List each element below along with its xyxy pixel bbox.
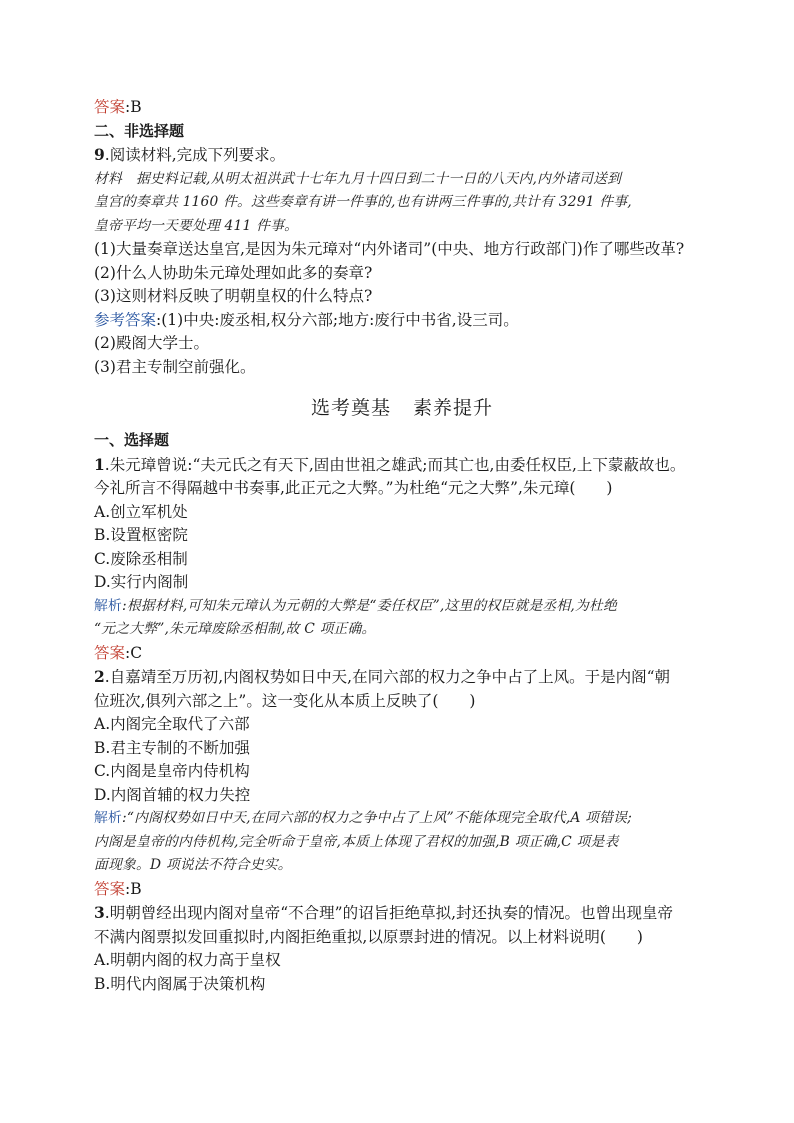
- answer-value: :B: [125, 98, 142, 116]
- q2-option-b: B.君主专制的不断加强: [94, 738, 250, 757]
- q1-option-c: C.废除丞相制: [94, 549, 188, 568]
- q2-option-c: C.内阁是皇帝内侍机构: [94, 762, 250, 780]
- q9-reference-answer-3: (3)君主专制空前强化。: [94, 357, 256, 376]
- q3-stem-line-2: 不满内阁票拟发回重拟时,内阁拒绝重拟,以原票封进的情况。以上材料说明( ): [94, 927, 643, 946]
- q9-question-3: (3)这则材料反映了明朝皇权的什么特点?: [94, 287, 373, 305]
- material-label: 材料: [94, 170, 122, 187]
- q9-material-line-2: 皇宫的奏章共 1160 件。这些奏章有讲一件事的,也有讲两三件事的,共计有 3291 件事,: [94, 194, 632, 210]
- q1-answer: 答案:C: [94, 643, 143, 662]
- top-answer: [94, 96, 710, 120]
- question-prompt: .阅读材料,完成下列要求。: [104, 146, 286, 164]
- analysis-label: 解析: [94, 810, 122, 826]
- analysis-label: 解析: [94, 597, 122, 614]
- q9-reference-answer: 参考答案:(1)中央:废丞相,权分六部;地方:废行中书省,设三司。: [94, 310, 519, 329]
- q1-analysis-line-1: 解析:根据材料,可知朱元璋认为元朝的大弊是“委任权臣”,这里的权臣就是丞相,为杜绝: [94, 597, 618, 614]
- q2-analysis-line-1: 解析:“内阁权势如日中天,在同六部的权力之争中占了上风”不能体现完全取代,A 项错误;: [94, 810, 633, 826]
- q9-question-2: (2)什么人协助朱元璋处理如此多的奏章?: [94, 263, 373, 282]
- q2-analysis-line-2: 内阁是皇帝的内侍机构,完全听命于皇帝,本质上体现了君权的加强,B 项正确,C 项是表: [94, 833, 619, 850]
- q3-option-a: A.明朝内阁的权力高于皇权: [94, 951, 281, 969]
- q1-analysis-line-2: “元之大弊”,朱元璋废除丞相制,故 C 项正确。: [94, 621, 376, 637]
- document-content: [94, 96, 710, 996]
- q2-option-d: D.内阁首辅的权力失控: [94, 785, 251, 804]
- q3-option-b: B.明代内阁属于决策机构: [94, 974, 266, 993]
- q2-answer: 答案:B: [94, 879, 142, 898]
- q1-option-d: D.实行内阁制: [94, 573, 189, 591]
- q2-analysis-line-3: 面现象。D 项说法不符合史实。: [94, 857, 292, 873]
- reference-answer-label: 参考答案: [94, 310, 157, 329]
- answer-label: 答案: [94, 98, 126, 116]
- question-number: 9: [94, 145, 105, 164]
- q9-question-1: (1)大量奏章送达皇宫,是因为朱元璋对“内外诸司”(中央、地方行政部门)作了哪些改革?: [94, 240, 685, 258]
- q9-reference-answer-2: (2)殿阁大学士。: [94, 334, 209, 352]
- q2-stem-line-1: 2.自嘉靖至万历初,内阁权势如日中天,在同六部的权力之争中占了上风。于是内阁“朝: [94, 667, 671, 686]
- q3-stem-line-1: 3.明朝曾经出现内阁对皇帝“不合理”的诏旨拒绝草拟,封还执奏的情况。也曾出现皇帝: [94, 903, 674, 922]
- q2-option-a: A.内阁完全取代了六部: [94, 715, 250, 733]
- section-title: 选考奠基 素养提升: [310, 397, 494, 419]
- q9-material-line-1: 材料 据史料记载,从明太祖洪武十七年九月十四日到二十一日的八天内,内外诸司送到: [94, 170, 622, 187]
- q1-stem-line-1: 1.朱元璋曾说:“夫元氏之有天下,固由世祖之雄武;而其亡也,由委任权臣,上下蒙蔽故也。: [94, 454, 686, 474]
- q1-option-a: A.创立军机处: [94, 502, 188, 521]
- q9-stem: [94, 143, 710, 168]
- section-heading-choice: 一、选择题: [94, 431, 170, 449]
- section-heading-nonchoice: 二、非选择题: [94, 121, 185, 140]
- q9-material-line-3: 皇帝平均一天要处理 411 件事。: [94, 217, 299, 234]
- q2-stem-line-2: 位班次,俱列六部之上”。这一变化从本质上反映了( ): [94, 691, 476, 710]
- q1-option-b: B.设置枢密院: [94, 526, 188, 544]
- q1-stem-line-2: 今礼所言不得隔越中书奏事,此正元之大弊。”为杜绝“元之大弊”,朱元璋( ): [94, 479, 613, 497]
